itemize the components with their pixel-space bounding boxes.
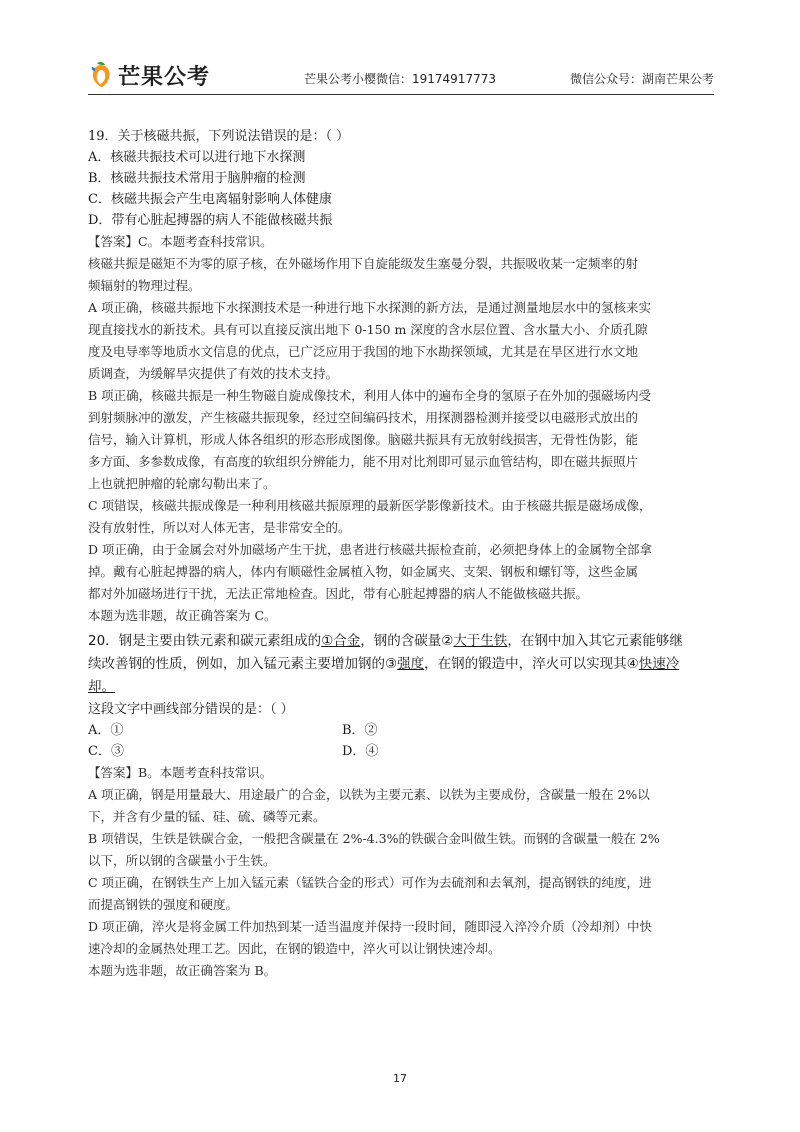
question-19 <box>88 126 718 627</box>
question-stem-line-3 <box>88 676 718 699</box>
question-prompt: 这段文字中画线部分错误的是：（ ） <box>88 702 294 717</box>
explanation-line: 以下，所以钢的含碳量小于生铁。 <box>88 853 276 868</box>
underlined-part-3: 强度 <box>397 656 425 672</box>
option-c: C．核磁共振会产生电离辐射影响人体健康 <box>88 192 332 207</box>
brand-logo <box>88 60 210 90</box>
underlined-part-4-cont: 却。 <box>88 679 115 695</box>
options-row <box>88 720 718 741</box>
option-b: B．② <box>342 723 378 738</box>
stem-text: 20．钢是主要由铁元素和碳元素组成的 <box>88 633 322 649</box>
question-20 <box>88 630 718 982</box>
explanation-line: 多方面、多参数成像，有高度的软组织分辨能力，能不用对比剂即可显示血管结构，即在磁共振照片 <box>88 454 639 469</box>
stem-text: 续改善钢的性质，例如，加入锰元素主要增加钢的③ <box>88 656 398 672</box>
explanation-line: 到射频脉冲的激发，产生核磁共振现象，经过空间编码技术，用探测器检测并接受以电磁形式放出的 <box>88 410 639 425</box>
explanation-line: 都对外加磁场进行干扰，无法正常地检查。因此，带有心脏起搏器的病人不能做核磁共振。 <box>88 586 589 601</box>
question-stem: 19．关于核磁共振，下列说法错误的是：（ ） <box>88 129 350 144</box>
conclusion-line: 本题为选非题，故正确答案为 C。 <box>88 608 277 623</box>
option-d: D．④ <box>342 744 379 759</box>
explanation-line: A 项正确，钢是用量最大、用途最广的合金，以铁为主要元素、以铁为主要成份，含碳量一般在 2%以 <box>88 787 650 802</box>
explanation-line: B 项正确，核磁共振是一种生物磁自旋成像技术，利用人体中的遍布全身的氢原子在外加的强磁场内受 <box>88 388 652 403</box>
page-header <box>88 58 714 95</box>
explanation-line: C 项错误，核磁共振成像是一种利用核磁共振原理的最新医学影像新技术。由于核磁共振是磁场成像， <box>88 498 652 513</box>
explanation-line: A 项正确，核磁共振地下水探测技术是一种进行地下水探测的新方法，是通过测量地层水中的氢核来实 <box>88 300 652 315</box>
mango-logo-icon <box>88 61 114 89</box>
page-number: 17 <box>393 1072 407 1085</box>
explanation-line: 信号，输入计算机，形成人体各组织的形态形成图像。脑磁共振具有无放射线损害，无骨性伪影，能 <box>88 432 639 447</box>
explanation-line: 没有放射性，所以对人体无害，是非常安全的。 <box>88 520 351 535</box>
explanation-line: 度及电导率等地质水文信息的优点，已广泛应用于我国的地下水勘探领域，尤其是在旱区进行水文地 <box>88 344 639 359</box>
explanation-line: 上也就把肿瘤的轮廓勾勒出来了。 <box>88 476 276 491</box>
option-a: A．① <box>88 723 124 738</box>
stem-text: ，在钢中加入其它元素能够继 <box>507 633 683 649</box>
explanation-line: 速冷却的金属热处理工艺。因此，在钢的锻造中，淬火可以让钢快速冷却。 <box>88 941 501 956</box>
logo-text: 芒果公考 <box>118 64 211 90</box>
explanation-line: 质调查，为缓解旱灾提供了有效的技术支持。 <box>88 366 339 381</box>
explanation-line: B 项错误，生铁是铁碳合金，一般把含碳量在 2%-4.3%的铁碳合金叫做生铁。而钢的含碳量一般在 2% <box>88 831 660 846</box>
options-row <box>88 741 718 762</box>
underlined-part-2: 大于生铁 <box>453 633 508 649</box>
option-c: C．③ <box>88 744 124 759</box>
question-stem-line-1 <box>88 630 718 653</box>
explanation-line: 频辐射的物理过程。 <box>88 278 201 293</box>
conclusion-line: 本题为选非题，故正确答案为 B。 <box>88 963 277 978</box>
explanation-line: 下，并含有少量的锰、硅、硫、磷等元素。 <box>88 809 326 824</box>
underlined-part-1: ①合金 <box>321 633 361 649</box>
explanation-line: C 项正确，在钢铁生产上加入锰元素（锰铁合金的形式）可作为去硫剂和去氧剂，提高钢铁的纯度，进 <box>88 875 652 890</box>
header-contact: 芒果公考小樱微信：19174917773 <box>304 72 496 86</box>
stem-text: ，钢的含碳量② <box>360 633 454 649</box>
header-account: 微信公众号：湖南芒果公考 <box>569 72 714 86</box>
stem-text: ，在钢的锻造中，淬火可以实现其④ <box>424 656 639 672</box>
answer-line: 【答案】B。本题考查科技常识。 <box>88 765 273 780</box>
option-b: B．核磁共振技术常用于脑肿瘤的检测 <box>88 171 306 186</box>
underlined-part-4: 快速冷 <box>638 656 680 672</box>
explanation-line: D 项正确，淬火是将金属工件加热到某一适当温度并保持一段时间，随即浸入淬冷介质（冷却剂）中快 <box>88 919 652 934</box>
question-stem-line-2 <box>88 653 718 676</box>
option-a: A．核磁共振技术可以进行地下水探测 <box>88 150 306 165</box>
option-d: D．带有心脏起搏器的病人不能做核磁共振 <box>88 213 333 228</box>
explanation-line: D 项正确，由于金属会对外加磁场产生干扰，患者进行核磁共振检查前，必须把身体上的金属物全部拿 <box>88 542 652 557</box>
explanation-line: 核磁共振是磁矩不为零的原子核，在外磁场作用下自旋能级发生塞曼分裂，共振吸收某一定频率的射 <box>88 256 639 271</box>
explanation-line: 而提高钢铁的强度和硬度。 <box>88 897 239 912</box>
answer-line: 【答案】C。本题考查科技常识。 <box>88 234 273 249</box>
explanation-line: 掉。戴有心脏起搏器的病人，体内有顺磁性金属植入物，如金属夹、支架、钢板和螺钉等，这些金属 <box>88 564 639 579</box>
explanation-line: 现直接找水的新技术。具有可以直接反演出地下 0-150 m 深度的含水层位置、含水量大小、介质孔隙 <box>88 322 648 337</box>
